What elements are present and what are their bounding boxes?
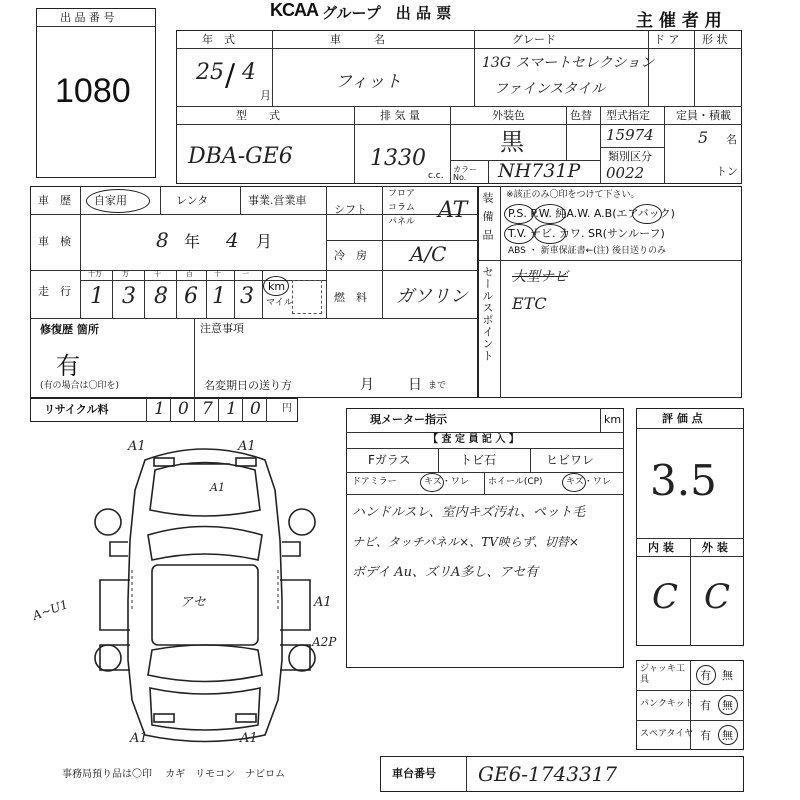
recycle-digit-2: 7	[202, 399, 213, 419]
jack-no: 無	[722, 669, 733, 682]
ab-circle	[632, 204, 662, 224]
fuel-value: ガソリン	[396, 286, 468, 307]
day-label: 日	[408, 377, 422, 393]
sales-point-label: セールスポイント	[481, 266, 494, 362]
year-label: 年 式	[202, 33, 235, 46]
history-business: 事業.営業車	[248, 194, 307, 207]
door-label: ド ア	[654, 33, 680, 46]
spare-no: 無	[722, 729, 733, 742]
chassis-value: GE6-1743317	[478, 762, 618, 786]
repair-label: 修復歴 箇所	[40, 323, 99, 336]
damage-mark-5: A1	[210, 481, 225, 494]
displacement-value: 1330	[370, 146, 426, 171]
wheel-scratch-circle	[562, 473, 586, 492]
mirror-scratch-circle	[420, 473, 444, 492]
mileage-digit-0: 1	[90, 284, 104, 309]
mileage-digit-4: 1	[212, 284, 226, 309]
car-name-label: 車 名	[330, 33, 385, 46]
caution-label: 注意事項	[200, 322, 244, 335]
damage-mark-1: A1	[238, 439, 256, 454]
jack-label: ジャッキ工 具	[640, 664, 685, 685]
crack-label: ヒビワレ	[546, 453, 595, 467]
inspection-year-unit: 年	[184, 232, 201, 251]
repair-value: 有	[56, 352, 80, 380]
lot-number-value: 1080	[55, 72, 131, 110]
model-label: 型 式	[236, 109, 280, 122]
lot-number-label: 出 品 番 号	[60, 11, 115, 24]
equipment-row2: T.V. ナビ. カワ. SR(サンルーフ)	[508, 227, 665, 240]
organizer-label: 主 催 者 用	[636, 11, 722, 31]
history-label: 車 歴	[38, 194, 71, 207]
ac-value: A/C	[410, 242, 447, 266]
mileage-digit-5: 3	[240, 284, 254, 309]
history-private: 自家用	[94, 194, 127, 207]
exterior-value: C	[704, 577, 731, 617]
recycle-digit-4: 0	[250, 399, 261, 419]
year-value: 25	[196, 60, 224, 85]
digit-header-1: 万	[122, 270, 129, 278]
name-change-label: 名変期日の送り方	[204, 379, 292, 392]
km-circle	[263, 276, 289, 296]
shift-floor: フロア	[388, 189, 416, 199]
sales-line2: ETC	[512, 294, 547, 313]
color-no-label: カラー No.	[453, 165, 477, 182]
wheel-label: ホイール(CP)	[488, 477, 543, 487]
type-designation-label: 型式指定	[606, 109, 650, 122]
damage-mark-0: A1	[128, 439, 146, 454]
model-value: DBA-GE6	[188, 144, 293, 169]
month-unit: 月	[260, 89, 271, 102]
shift-label: シフト	[334, 203, 367, 216]
shift-panel: パネル	[388, 217, 416, 227]
damage-mark-2: A1	[314, 595, 332, 610]
spare-no-circle	[718, 725, 738, 745]
shift-value: AT	[438, 198, 468, 223]
puncture-no-circle	[718, 695, 738, 715]
score-label: 評 価 点	[662, 412, 703, 425]
digit-header-3: 百	[186, 270, 193, 278]
digit-header-0: 十万	[88, 270, 102, 278]
inspection-label: 車 検	[38, 235, 71, 248]
damage-mark-4: A1	[240, 731, 258, 746]
spare-label: スペアタイヤ	[640, 729, 694, 739]
pw-circle	[534, 204, 566, 224]
color-change-label: 色替	[570, 109, 592, 122]
recycle-unit: 円	[282, 403, 292, 414]
month-value: 4	[242, 60, 256, 85]
mileage-digit-1: 3	[122, 284, 136, 309]
ps-circle	[504, 204, 534, 224]
glass-stone-mark: トビ石	[460, 453, 497, 467]
jack-yes-circle	[696, 665, 716, 685]
digit-header-2: 千	[154, 270, 161, 278]
chassis-label: 車台番号	[392, 767, 436, 780]
office-note: 事務局預り品は〇印 カギ リモコン ナビロム	[62, 769, 286, 780]
ac-label: 冷 房	[334, 249, 367, 262]
note-line1: ハンドルスレ、室内キズ汚れ、ペット毛	[352, 505, 586, 520]
sales-line1: 大型ナビ	[512, 269, 568, 285]
meter-km-unit: km	[604, 413, 622, 426]
score-value: 3.5	[650, 456, 717, 505]
grade-line1: 13G スマートセレクション	[482, 55, 655, 71]
mileage-digit-3: 6	[184, 284, 198, 309]
cc-unit: c.c.	[428, 171, 444, 181]
mileage-label: 走 行	[38, 285, 71, 298]
puncture-no: 無	[722, 699, 733, 712]
damage-mark-3: A1	[130, 731, 148, 746]
month-label: 月	[360, 377, 374, 393]
equipment-note: ※該正のみ〇印をつけて下さい。	[506, 190, 640, 200]
inspection-month: 4	[226, 228, 239, 252]
exterior-label: 外 装	[702, 541, 728, 554]
until-label: まで	[428, 381, 447, 391]
equipment-row3: ABS ・ 新車保証書←(注) 後日送りのみ	[508, 246, 667, 256]
inspector-label: 【 査 定 員 記 入 】	[428, 434, 519, 445]
wheel-value: キズ・ワレ	[566, 477, 611, 487]
shape-label: 形 状	[702, 33, 728, 46]
ton-unit: トン	[716, 165, 738, 178]
inspection-month-unit: 月	[256, 232, 273, 251]
puncture-yes: 有	[700, 699, 711, 712]
repair-note: (有の場合は〇印を)	[40, 381, 120, 391]
interior-label: 内 装	[648, 541, 674, 554]
equipment-row1: P.S. P.W. 純A.W. A.B(エアバック)	[508, 207, 675, 220]
equipment-label: 装 備 品	[481, 192, 494, 242]
fuel-label: 燃 料	[334, 291, 367, 304]
form-title: グループ 出 品 票	[322, 4, 452, 22]
tv-circle	[504, 224, 534, 244]
color-no-value: NH731P	[498, 160, 581, 182]
navi-circle	[534, 224, 566, 244]
inspection-year: 8	[156, 228, 169, 252]
damage-mark-6: A~U1	[30, 597, 70, 623]
recycle-digit-1: 0	[178, 399, 189, 419]
spare-yes: 有	[700, 729, 711, 742]
glass-label: Fガラス	[368, 453, 411, 467]
mile-label: マイル	[266, 298, 293, 308]
shift-column: コラム	[388, 203, 415, 213]
puncture-label: パンクキット	[640, 699, 694, 709]
capacity-label: 定員・積載	[676, 109, 731, 122]
kcaa-logo: KCAA	[270, 0, 318, 20]
recycle-digit-0: 1	[154, 399, 165, 419]
damage-mark-8: アセ	[180, 595, 206, 610]
mirror-label: ドアミラー	[352, 477, 397, 487]
km-label: km	[268, 280, 286, 293]
interior-value: C	[652, 577, 679, 617]
car-name-value: フィット	[335, 72, 402, 92]
damage-mark-7: A2P	[312, 635, 337, 649]
digit-header-5: 一	[242, 270, 249, 278]
note-line3: ボデイ Au、ズリA多し、アセ有	[352, 565, 539, 580]
history-rental: レンタ	[176, 194, 209, 207]
color-value: 黒	[500, 128, 524, 156]
private-circle	[86, 189, 150, 213]
mileage-digit-2: 8	[154, 284, 168, 309]
note-line2: ナビ、タッチパネル×、TV映らず、切替×	[352, 535, 579, 549]
digit-header-4: 十	[214, 270, 221, 278]
capacity-unit: 名	[726, 133, 737, 146]
jack-yes: 有	[700, 669, 711, 682]
recycle-label: リサイクル料	[44, 403, 109, 416]
meter-label: 現メーター指示	[370, 413, 447, 426]
grade-label: グレード	[512, 33, 556, 46]
classification-value: 0022	[606, 164, 645, 182]
mirror-value: キズ・ワレ	[424, 477, 469, 487]
classification-label: 類別区分	[608, 150, 652, 163]
exterior-color-label: 外装色	[492, 109, 525, 122]
grade-line2: ファインスタイル	[494, 81, 606, 97]
capacity-value: 5	[698, 128, 709, 147]
displacement-label: 排 気 量	[380, 109, 420, 122]
recycle-digit-3: 1	[226, 399, 237, 419]
type-designation-value: 15974	[606, 126, 654, 144]
